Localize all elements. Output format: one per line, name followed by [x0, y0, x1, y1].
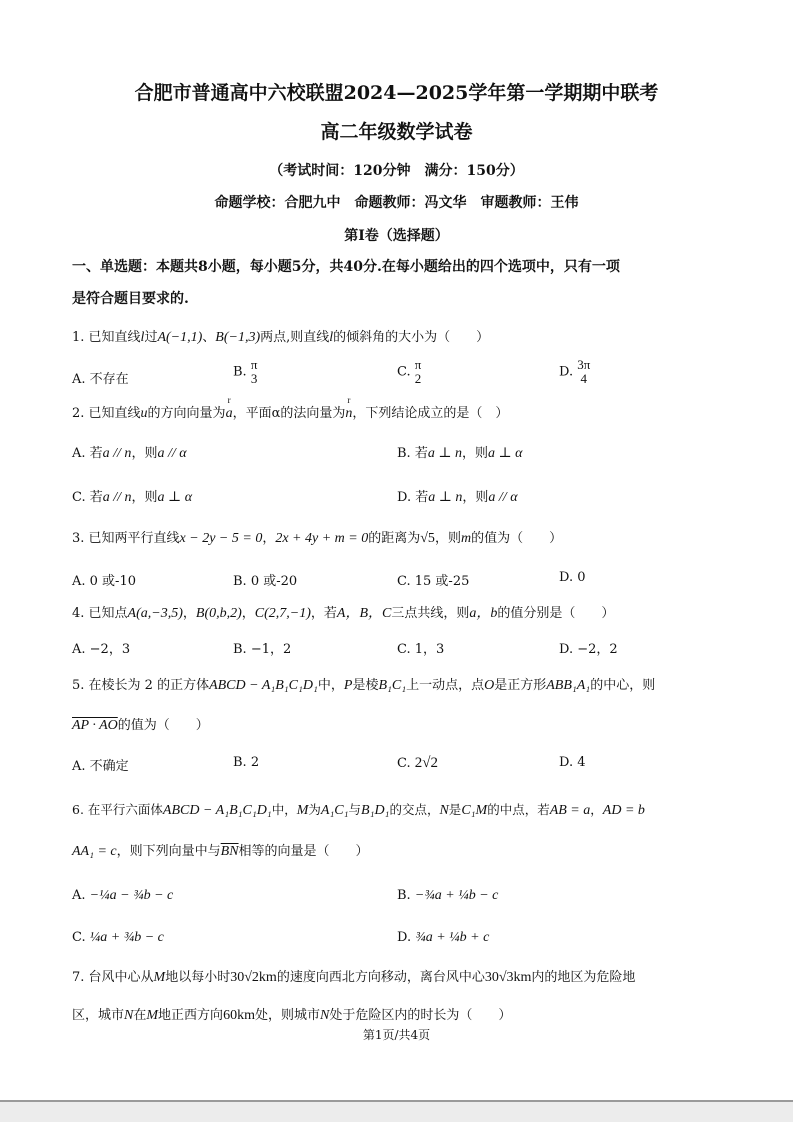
q4-text-a: 4. 已知点 [72, 606, 128, 621]
q1-option-b [233, 358, 257, 386]
question-5-stem [72, 674, 655, 694]
q5-c-label: C. [397, 756, 411, 771]
q4-sep2: ， [241, 606, 255, 621]
q6-bn: $\overline{BN}$ [220, 844, 239, 859]
q7-n2: N [319, 1008, 330, 1023]
q1-point-a: A(−1,1) [157, 330, 203, 345]
q6-n: N [439, 803, 449, 818]
q7-m2: M [146, 1008, 159, 1023]
q7-text-b: 地以每小时 [165, 970, 231, 985]
q6-c-label: C. [72, 930, 86, 945]
exam-title: 合肥市普通高中六校联盟2024—2025学年第一学期期中联考 [134, 82, 659, 104]
q4-option-a: A. −2，3 [72, 642, 131, 657]
q3-text-a: 3. 已知两平行直线 [72, 531, 180, 546]
q2-d-mid: ，则 [462, 490, 489, 505]
q7-speed: 30√2km [230, 970, 277, 985]
q6-a-label: A. [72, 888, 86, 903]
q2-option-a [72, 442, 187, 462]
q2-option-c [72, 486, 192, 506]
question-6-stem-line2 [72, 840, 369, 860]
q5-o: O [484, 678, 495, 693]
q4-text-b: ，若 [310, 606, 337, 621]
question-7-stem [72, 966, 635, 986]
q1-b-num: π [250, 357, 258, 372]
q2-c-cond: a // n [102, 490, 132, 505]
q1-option-d-frac [577, 358, 590, 386]
q2-a-cond: a // n [102, 446, 132, 461]
q3-distance: √5 [420, 531, 435, 546]
q5-option-a: A. 不确定 [72, 759, 129, 774]
q2-text-b: 的方向向量为 [147, 406, 226, 421]
q1-b-den: 3 [250, 371, 258, 386]
q5-c-value: 2√2 [414, 755, 438, 771]
q7-text-f: 在 [133, 1008, 147, 1023]
q1-option-b-label: B. [233, 364, 247, 380]
q4-ab: a，b [469, 606, 498, 621]
q1-line-l: l [140, 330, 145, 345]
q6-option-d [397, 930, 489, 946]
question-3-stem [72, 527, 562, 547]
q6-b-label: B. [397, 888, 411, 903]
q4-option-b: B. −1，2 [233, 642, 292, 657]
q6-ac: A₁C₁ [320, 803, 349, 818]
q6-option-b [397, 888, 498, 904]
q2-text-d: ，下列结论成立的是（ ） [352, 406, 509, 421]
q6-aa-eq: AA₁ = c [72, 844, 117, 859]
q6-text-f: 是 [448, 802, 462, 817]
footer-shade [0, 1102, 793, 1122]
q3-text-c: ，则 [434, 531, 461, 546]
q5-option-c [397, 755, 438, 772]
q6-option-a [72, 888, 173, 904]
q2-option-b [397, 442, 523, 462]
q6-text-d: 与 [348, 802, 362, 817]
q7-text-g: 地正西方向 [158, 1008, 224, 1023]
q5-text-a: 5. 在棱长为 2 的正方体 [72, 678, 210, 693]
question-6-stem [72, 800, 645, 819]
section-heading-line1: 一、单选题：本题共8小题，每小题5分，共40分.在每小题给出的四个选项中，只有一项 [72, 259, 620, 275]
q4-names: A，B，C [336, 606, 392, 621]
q2-a-mid: ，则 [131, 446, 158, 461]
q6-a-expr: −¼a − ¾b − c [89, 888, 174, 903]
q5-expression: AP · AO [72, 718, 118, 733]
section-heading-line2: 是符合题目要求的. [72, 291, 189, 307]
q4-option-c: C. 1，3 [397, 642, 445, 657]
q1-option-c-label: C. [397, 364, 411, 380]
q6-sep: ， [590, 802, 603, 817]
q1-sep: 、 [202, 330, 216, 345]
q2-text-a: 2. 已知直线 [72, 406, 141, 421]
q2-b-mid: ，则 [462, 446, 489, 461]
q1-line-l2: l [329, 330, 334, 345]
question-1-stem [72, 326, 489, 346]
q4-option-d: D. −2，2 [559, 642, 618, 657]
q4-text-c: 三点共线，则 [391, 606, 470, 621]
q1-text-b: 过 [144, 330, 158, 345]
q6-text-a: 6. 在平行六面体 [72, 802, 163, 817]
q3-line-2: 2x + 4y + m = 0 [275, 531, 369, 546]
q6-d-label: D. [397, 930, 412, 945]
q6-solid: ABCD − A₁B₁C₁D₁ [162, 803, 272, 818]
q5-p: P [343, 678, 353, 693]
q5-text-b: 中， [317, 678, 344, 693]
q1-text-a: 1. 已知直线 [72, 330, 141, 345]
q6-text-e: 的交点， [389, 802, 440, 817]
q3-line-1: x − 2y − 5 = 0 [179, 531, 263, 546]
q7-text-c: 的速度向西北方向移动，离台风中心 [276, 970, 485, 985]
page-number: 第1页/共4页 [362, 1028, 431, 1042]
q1-option-c-frac [415, 358, 422, 386]
q2-c-mid: ，则 [131, 490, 158, 505]
q3-text-d: 的值为（ ） [471, 531, 563, 546]
q5-cube: ABCD − A₁B₁C₁D₁ [209, 678, 318, 693]
q7-n: N [124, 1008, 134, 1023]
q2-vector-a: r a [226, 406, 233, 422]
q4-point-c: C(2,7,−1) [254, 606, 311, 621]
q3-m: m [460, 531, 472, 546]
q7-text-e: 区，城市 [72, 1008, 125, 1023]
q5-text-d: 上一动点，点 [406, 678, 485, 693]
question-2-stem [72, 402, 508, 422]
q4-point-a: A(a,−3,5) [127, 606, 183, 621]
q2-c-res: a ⊥ α [157, 490, 193, 505]
exam-authors: 命题学校：合肥九中 命题教师：冯文华 审题教师：王伟 [214, 195, 579, 211]
question-4-stem [72, 602, 614, 622]
q7-distance: 60km [223, 1008, 255, 1023]
q6-bd: B₁D₁ [361, 803, 390, 818]
question-7-stem-line2 [72, 1004, 511, 1024]
q2-b-label: B. 若 [397, 446, 428, 461]
q3-sep: ， [262, 531, 276, 546]
q1-option-a: A. 不存在 [72, 372, 129, 387]
q2-option-d [397, 486, 518, 506]
q2-d-res: a // α [488, 490, 518, 505]
exam-info: （考试时间：120分钟 满分：150分） [269, 163, 524, 179]
q7-text-d: 内的地区为危险地 [531, 970, 636, 985]
q2-c-label: C. 若 [72, 490, 103, 505]
q1-d-den: 4 [580, 371, 588, 386]
q6-m: M [296, 803, 309, 818]
q5-option-b: B. 2 [233, 755, 260, 770]
q7-text-h: 处，则城市 [254, 1008, 320, 1023]
q4-sep1: ， [182, 606, 196, 621]
q2-b-res: a ⊥ α [488, 446, 523, 461]
q3-option-d: D. 0 [559, 570, 586, 585]
q2-b-cond: a ⊥ n [427, 446, 462, 461]
q2-a-label: A. 若 [72, 446, 103, 461]
q2-a-res: a // α [157, 446, 187, 461]
q5-text-g: 的值为（ ） [117, 718, 209, 733]
q1-d-num: 3π [577, 357, 591, 372]
q3-option-b: B. 0 或-20 [233, 574, 298, 589]
q6-b-expr: −¾a + ¼b − c [414, 888, 499, 903]
q3-text-b: 的距离为 [368, 531, 421, 546]
q6-text-g: 的中点，若 [487, 802, 550, 817]
q4-text-d: 的值分别是（ ） [497, 606, 615, 621]
q1-c-den: 2 [414, 371, 422, 386]
q7-text-i: 处于危险区内的时长为（ ） [329, 1008, 512, 1023]
q6-text-c: 为 [308, 802, 321, 817]
q5-face: ABB₁A₁ [546, 678, 591, 693]
q5-text-f: 的中心，则 [590, 678, 656, 693]
q7-text-a: 7. 台风中心从 [72, 970, 154, 985]
q6-text-b: 中， [271, 802, 297, 817]
question-5-stem-line2 [72, 714, 209, 734]
q7-radius: 30√3km [484, 970, 532, 985]
q6-c-expr: ¼a + ¾b − c [89, 930, 164, 945]
q6-ab-eq: AB = a [549, 803, 591, 818]
q1-option-d-label: D. [559, 364, 574, 380]
q1-text-c: 两点,则直线 [260, 330, 330, 345]
q6-d-expr: ¾a + ¼b + c [415, 930, 490, 945]
q1-text-d: 的倾斜角的大小为（ ） [333, 330, 490, 345]
volume-heading: 第Ⅰ卷（选择题） [344, 228, 449, 244]
q1-option-b-frac [251, 358, 258, 386]
q5-text-e: 是正方形 [494, 678, 547, 693]
q1-option-d [559, 358, 590, 386]
exam-subtitle: 高二年级数学试卷 [320, 121, 473, 143]
q6-text-h: ，则下列向量中与 [116, 844, 221, 859]
q4-point-b: B(0,b,2) [195, 606, 242, 621]
q1-c-num: π [414, 357, 422, 372]
q7-m: M [153, 970, 166, 985]
q1-option-c [397, 358, 421, 386]
q1-point-b: B(−1,3) [215, 330, 261, 345]
q2-u: u [140, 406, 148, 421]
q2-text-c: ，平面α的法向量为 [232, 406, 346, 421]
q6-option-c [72, 930, 164, 946]
q3-option-c: C. 15 或-25 [397, 574, 470, 589]
q6-cm: C₁M [461, 803, 488, 818]
q2-vector-n: r n [345, 406, 352, 422]
q2-d-label: D. 若 [397, 490, 429, 505]
q3-option-a: A. 0 或-10 [72, 574, 136, 589]
q5-edge: B₁C₁ [378, 678, 407, 693]
q6-text-i: 相等的向量是（ ） [238, 844, 369, 859]
q2-d-cond: a ⊥ n [428, 490, 463, 505]
q6-ad-eq: AD = b [602, 803, 645, 818]
q5-option-d: D. 4 [559, 755, 586, 770]
q5-text-c: 是棱 [352, 678, 379, 693]
